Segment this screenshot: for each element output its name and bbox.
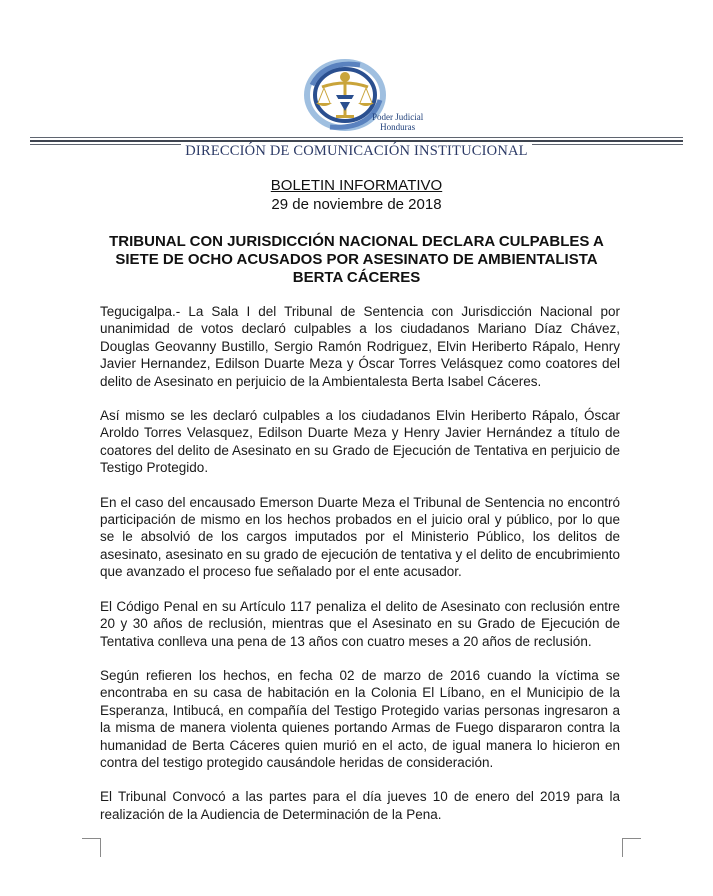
paragraph-5: Según refieren los hechos, en fecha 02 de marzo de 2016 cuando la víctima se encontraba en su casa de habitación en la Colonia El Líbano, en el Municipio de la Esperanza, Intibucá, en compañía del Testigo Protegido varias personas ingresaron a la misma de manera violenta quienes portando Armas de Fuego dispararon contra la humanidad de Berta Cáceres quien murió en el acto, de igual manera lo hicieron en contra del testigo protegido causándole heridas de consideración.	[100, 667, 620, 770]
paragraph-3: En el caso del encausado Emerson Duarte Meza el Tribunal de Sentencia no encontró participación de mismo en los hechos probados en el juicio oral y público, por lo que se le absolvió de los cargos imputados por el Ministerio Público, los delitos de asesinato, asesinato en su grado de ejecución de tentativa y el delito de encubrimiento que avanzado el proceso fue señalado por el ente acusador.	[100, 494, 620, 580]
logo-caption-line1: Poder Judicial	[372, 112, 424, 122]
article-body	[100, 303, 620, 840]
logo-caption-line2: Honduras	[380, 122, 416, 132]
paragraph-6: El Tribunal Convocó a las partes para el día jueves 10 de enero del 2019 para la realización de la Audiencia de Determinación de la Pena.	[100, 789, 620, 822]
page-corner-mark-left	[82, 838, 101, 857]
headline	[95, 233, 618, 287]
paragraph-4: El Código Penal en su Artículo 117 penaliza el delito de Asesinato con reclusión entre 20 y 30 años de reclusión, mientras que el Asesinato en su Grado de Ejecución de Tentativa conlleva una pena de 13 años con cuatro meses a 20 años de reclusión.	[100, 598, 620, 649]
headline-line-2: SIETE DE OCHO ACUSADOS POR ASESINATO DE AMBIENTALISTA	[115, 251, 598, 268]
bulletin-title: BOLETIN INFORMATIVO	[270, 177, 443, 194]
page-corner-mark-right	[622, 838, 641, 857]
department-name	[0, 143, 713, 160]
paragraph-1: Tegucigalpa.- La Sala I del Tribunal de Sentencia con Jurisdicción Nacional por unanimidad de votos declaró culpables a los ciudadanos Mariano Díaz Chávez, Douglas Geovanny Bustillo, Sergio Ramón Rodriguez, Elvin Heriberto Rápalo, Henry Javier Hernandez, Edilson Duarte Meza y Óscar Torres Velásquez como coatores del delito de Asesinato en perjuicio de la Ambientalesta Berta Isabel Cáceres.	[100, 304, 620, 389]
headline-line-1: TRIBUNAL CON JURISDICCIÓN NACIONAL DECLARA CULPABLES A	[109, 233, 604, 250]
logo-caption	[372, 112, 423, 132]
bulletin-date: 29 de noviembre de 2018	[271, 196, 442, 213]
paragraph-2: Así mismo se les declaró culpables a los ciudadanos Elvin Heriberto Rápalo, Óscar Aroldo Torres Velasquez, Edilson Duarte Meza y Henry Javier Hernández a título de coatores del delito de Asesinato en su Grado de Ejecución de Tentativa en perjuicio de Testigo Protegido.	[100, 408, 620, 476]
header-rule-middle	[30, 140, 683, 142]
header-rule-top	[30, 137, 683, 138]
department-name-text: DIRECCIÓN DE COMUNICACIÓN INSTITUCIONAL	[181, 143, 532, 159]
headline-line-3: BERTA CÁCERES	[292, 269, 421, 286]
